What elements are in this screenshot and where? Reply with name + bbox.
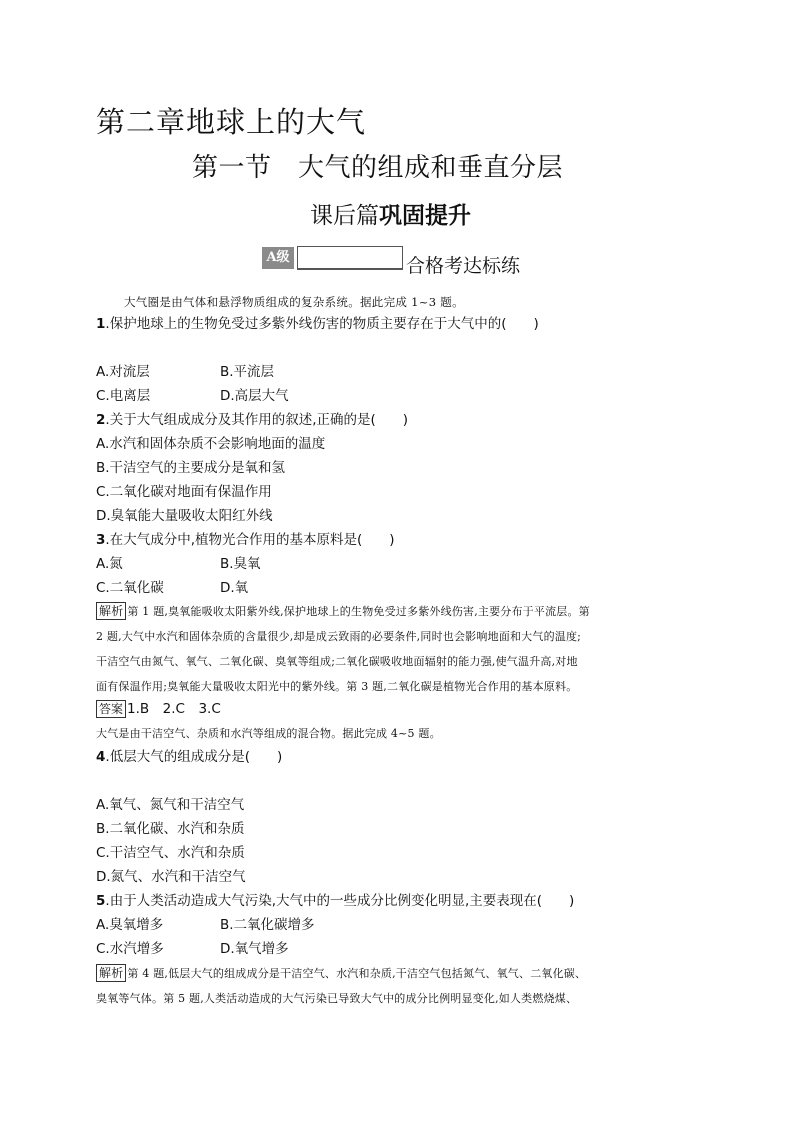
q4-option-d: D.氮气、水汽和干洁空气	[96, 869, 246, 885]
option-d: D.氧气增多	[220, 941, 289, 957]
question-text: .低层大气的组成成分是( )	[105, 749, 283, 765]
analysis-text: 第 1 题,臭氧能吸收太阳紫外线,保护地球上的生物免受过多紫外线伤害,主要分布于平流层。第	[127, 605, 590, 618]
analysis-1-line-4: 面有保温作用;臭氧能大量吸收太阳光中的紫外线。第 3 题,二氧化碳是植物光合作用的基本原料。	[96, 680, 578, 693]
q4-option-b: B.二氧化碳、水汽和杂质	[96, 821, 245, 837]
q5-options-row2	[96, 939, 289, 959]
q4-option-c: C.干洁空气、水汽和杂质	[96, 845, 245, 861]
q1-options-row2	[96, 386, 289, 406]
analysis-1-line-2: 2 题,大气中水汽和固体杂质的含量很少,却是成云致雨的必要条件,同时也会影响地面和大气的温度;	[96, 630, 582, 643]
analysis-2-line-1	[96, 964, 586, 984]
subtitle	[310, 200, 471, 232]
section-title: 第一节 大气的组成和垂直分层	[192, 153, 564, 183]
answer-text: 1.B 2.C 3.C	[127, 701, 221, 717]
analysis-tag: 解析	[96, 964, 126, 982]
q5-options-row1	[96, 915, 315, 935]
option-a: A.氮	[96, 556, 123, 572]
question-3	[96, 530, 395, 550]
subtitle-bold: 巩固提升	[379, 203, 471, 229]
option-d: D.氧	[220, 580, 249, 596]
option-b: B.平流层	[220, 364, 275, 380]
q2-option-c: C.二氧化碳对地面有保温作用	[96, 484, 272, 500]
answer-1	[96, 699, 221, 719]
question-number: 1	[96, 316, 106, 332]
question-2	[96, 410, 408, 430]
option-d: D.高层大气	[220, 388, 289, 404]
option-c: C.水汽增多	[96, 941, 164, 957]
q3-options-row2	[96, 578, 249, 598]
question-number: 4	[96, 749, 106, 765]
q1-options-row1	[96, 362, 275, 382]
analysis-text: 第 4 题,低层大气的组成成分是干洁空气、水汽和杂质,干洁空气包括氮气、氧气、二氧化碳、	[127, 967, 587, 980]
analysis-tag: 解析	[96, 602, 126, 620]
q4-option-a: A.氧气、氮气和干洁空气	[96, 797, 245, 813]
question-number: 5	[96, 893, 106, 909]
question-1	[96, 314, 539, 334]
level-label: 合格考达标练	[406, 255, 521, 277]
question-5	[96, 891, 574, 911]
chapter-title: 第二章地球上的大气	[96, 105, 367, 139]
q3-options-row1	[96, 554, 261, 574]
answer-tag: 答案	[96, 700, 126, 718]
option-b: B.二氧化碳增多	[220, 917, 315, 933]
level-badge: A级	[262, 247, 294, 269]
question-number: 2	[96, 412, 106, 428]
subtitle-prefix: 课后篇	[310, 203, 379, 229]
option-a: A.臭氧增多	[96, 917, 164, 933]
question-4	[96, 747, 282, 767]
question-text: .关于大气组成成分及其作用的叙述,正确的是( )	[105, 412, 409, 428]
question-text: .由于人类活动造成大气污染,大气中的一些成分比例变化明显,主要表现在( )	[105, 893, 575, 909]
analysis-2-line-2: 臭氧等气体。第 5 题,人类活动造成的大气污染已导致大气中的成分比例明显变化,如人类燃烧煤、	[96, 992, 578, 1005]
q2-option-a: A.水汽和固体杂质不会影响地面的温度	[96, 436, 326, 452]
option-b: B.臭氧	[220, 556, 261, 572]
analysis-1-line-3: 干洁空气由氮气、氧气、二氧化碳、臭氧等组成;二氧化碳吸收地面辐射的能力强,使气温升高,对地	[96, 655, 578, 668]
option-c: C.二氧化碳	[96, 580, 164, 596]
analysis-1-line-1	[96, 602, 590, 622]
option-a: A.对流层	[96, 364, 150, 380]
q2-option-d: D.臭氧能大量吸收太阳红外线	[96, 508, 273, 524]
question-number: 3	[96, 532, 106, 548]
option-c: C.电离层	[96, 388, 151, 404]
intro-1: 大气圈是由气体和悬浮物质组成的复杂系统。据此完成 1~3 题。	[124, 295, 464, 309]
level-blank-box	[297, 246, 403, 270]
q2-option-b: B.干洁空气的主要成分是氧和氢	[96, 460, 286, 476]
intro-2: 大气是由干洁空气、杂质和水汽等组成的混合物。据此完成 4~5 题。	[96, 727, 441, 740]
question-text: .在大气成分中,植物光合作用的基本原料是( )	[105, 532, 395, 548]
question-text: .保护地球上的生物免受过多紫外线伤害的物质主要存在于大气中的( )	[105, 316, 539, 332]
